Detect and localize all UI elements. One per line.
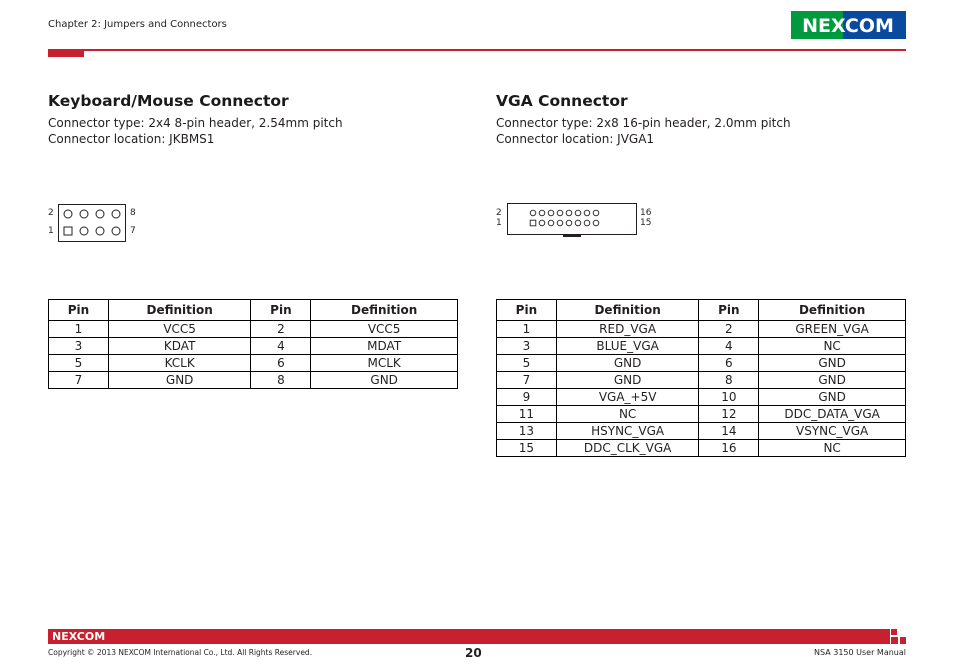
table-cell: NC [556, 406, 699, 423]
kb-label-top-right: 8 [130, 208, 136, 218]
table-cell: GREEN_VGA [759, 321, 906, 338]
table-cell: 10 [699, 389, 759, 406]
col-header: Definition [311, 300, 458, 321]
table-cell: GND [759, 389, 906, 406]
table-cell: BLUE_VGA [556, 338, 699, 355]
table-cell: 6 [699, 355, 759, 372]
table-cell: 5 [49, 355, 109, 372]
table-cell: GND [556, 372, 699, 389]
col-header: Pin [251, 300, 311, 321]
footer-logo: NEXCOM [52, 630, 106, 643]
kb-label-top-left: 2 [48, 208, 54, 218]
table-row [49, 355, 458, 372]
vga-label-bottom-right: 15 [640, 218, 652, 228]
table-header-row [49, 300, 458, 321]
kb-label-bottom-left: 1 [48, 226, 54, 236]
table-row [49, 321, 458, 338]
table-cell: 8 [251, 372, 311, 389]
table-cell: MCLK [311, 355, 458, 372]
table-cell: VSYNC_VGA [759, 423, 906, 440]
table-cell: GND [759, 372, 906, 389]
logo-text: NEXCOM [802, 15, 894, 37]
vga-pin-table [496, 299, 906, 457]
table-cell: 2 [251, 321, 311, 338]
table-cell: 5 [497, 355, 557, 372]
table-cell: 4 [251, 338, 311, 355]
footer-accent-square [891, 629, 897, 635]
table-row [497, 355, 906, 372]
footer-bar [48, 629, 890, 644]
footer-accent-square [891, 637, 898, 644]
table-cell: MDAT [311, 338, 458, 355]
table-cell: 4 [699, 338, 759, 355]
table-header-row [497, 300, 906, 321]
table-row [497, 389, 906, 406]
table-cell: GND [759, 355, 906, 372]
table-cell: 15 [497, 440, 557, 457]
table-cell: 13 [497, 423, 557, 440]
kb-label-bottom-right: 7 [130, 226, 136, 236]
footer-accent-square [900, 637, 906, 644]
vga-connector-diagram [507, 203, 637, 240]
table-cell: 14 [699, 423, 759, 440]
table-row [49, 372, 458, 389]
table-cell: VCC5 [311, 321, 458, 338]
chapter-heading: Chapter 2: Jumpers and Connectors [48, 19, 227, 30]
table-cell: KCLK [108, 355, 251, 372]
table-cell: 7 [49, 372, 109, 389]
col-header: Definition [556, 300, 699, 321]
vga-label-top-left: 2 [496, 208, 502, 218]
keyboard-location: Connector location: JKBMS1 [48, 132, 215, 146]
vga-location: Connector location: JVGA1 [496, 132, 655, 146]
table-row [49, 338, 458, 355]
header-accent-block [48, 49, 84, 57]
keyboard-connector-diagram [58, 204, 126, 242]
table-cell: VCC5 [108, 321, 251, 338]
manual-name: NSA 3150 User Manual [814, 648, 906, 657]
nexcom-logo [791, 11, 906, 39]
table-cell: DDC_DATA_VGA [759, 406, 906, 423]
table-row [497, 372, 906, 389]
table-cell: GND [556, 355, 699, 372]
keyboard-pin-table [48, 299, 458, 389]
table-row [497, 406, 906, 423]
table-cell: GND [311, 372, 458, 389]
vga-label-top-right: 16 [640, 208, 652, 218]
table-cell: KDAT [108, 338, 251, 355]
table-cell: 8 [699, 372, 759, 389]
table-cell: HSYNC_VGA [556, 423, 699, 440]
table-cell: 1 [497, 321, 557, 338]
table-row [497, 440, 906, 457]
col-header: Pin [699, 300, 759, 321]
copyright-text: Copyright © 2013 NEXCOM International Co., Ltd. All Rights Reserved. [48, 648, 313, 657]
table-cell: 12 [699, 406, 759, 423]
table-row [497, 321, 906, 338]
table-cell: NC [759, 440, 906, 457]
table-cell: DDC_CLK_VGA [556, 440, 699, 457]
table-cell: RED_VGA [556, 321, 699, 338]
table-cell: 16 [699, 440, 759, 457]
table-cell: 3 [49, 338, 109, 355]
col-header: Pin [497, 300, 557, 321]
table-cell: 2 [699, 321, 759, 338]
vga-type: Connector type: 2x8 16-pin header, 2.0mm pitch [496, 116, 791, 130]
table-cell: 3 [497, 338, 557, 355]
page-number: 20 [465, 646, 482, 660]
keyboard-title: Keyboard/Mouse Connector [48, 92, 289, 110]
table-cell: GND [108, 372, 251, 389]
table-cell: 7 [497, 372, 557, 389]
vga-label-bottom-left: 1 [496, 218, 502, 228]
keyboard-type: Connector type: 2x4 8-pin header, 2.54mm pitch [48, 116, 343, 130]
col-header: Definition [108, 300, 251, 321]
table-cell: NC [759, 338, 906, 355]
table-cell: VGA_+5V [556, 389, 699, 406]
table-cell: 1 [49, 321, 109, 338]
table-row [497, 423, 906, 440]
vga-title: VGA Connector [496, 92, 628, 110]
header-rule [48, 49, 906, 51]
table-cell: 11 [497, 406, 557, 423]
table-cell: 9 [497, 389, 557, 406]
col-header: Pin [49, 300, 109, 321]
col-header: Definition [759, 300, 906, 321]
table-cell: 6 [251, 355, 311, 372]
table-row [497, 338, 906, 355]
